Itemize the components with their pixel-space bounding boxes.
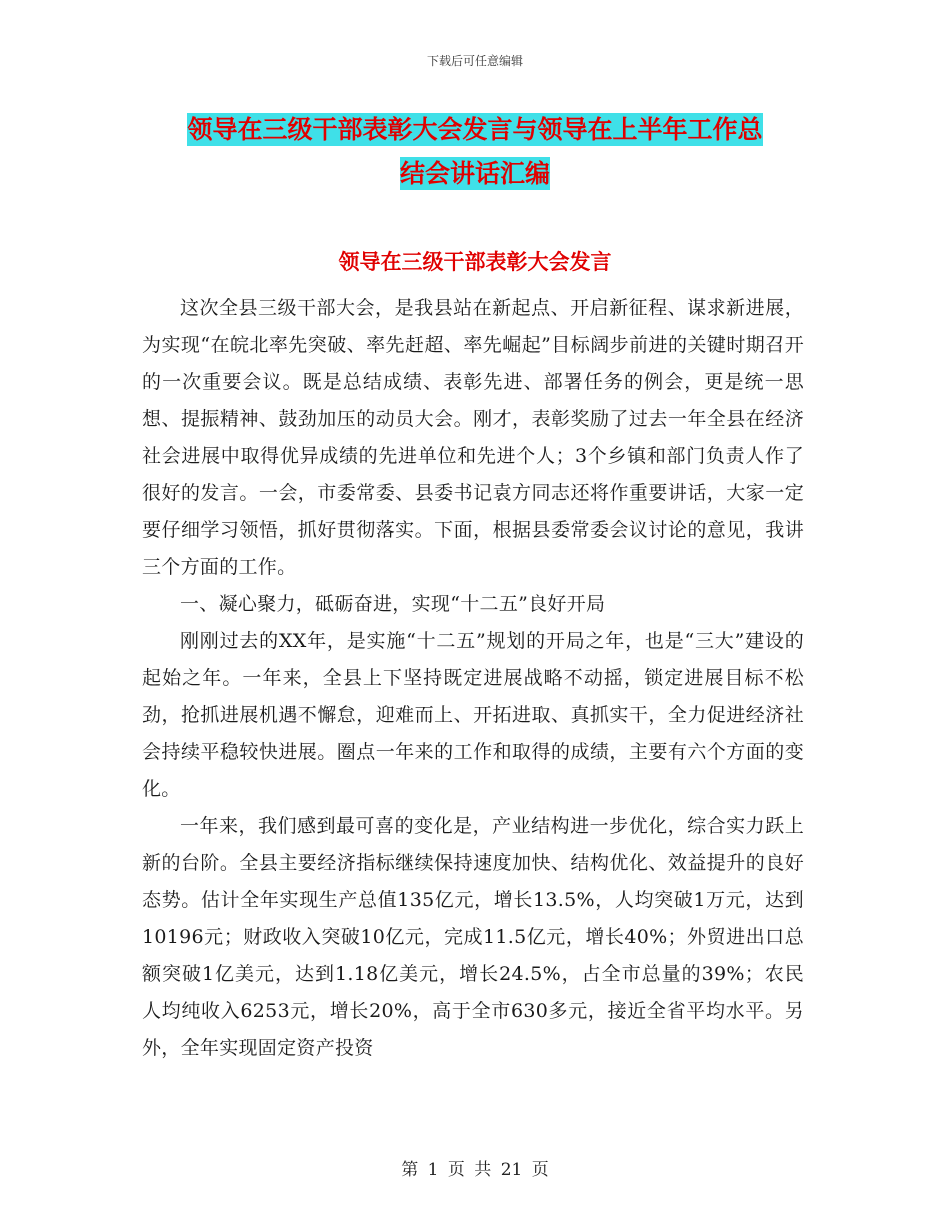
paragraph-review: 刚刚过去的XX年，是实施“十二五”规划的开局之年，也是“三大”建设的起始之年。一年来，全县上下坚持既定进展战略不动摇，锁定进展目标不松劲，抢抓进展机遇不懈怠，迎难而上、开拓进取、真抓实干，全力促进经济社会持续平稳较快进展。圈点一年来的工作和取得的成绩，主要有六个方面的变化。 bbox=[142, 630, 804, 800]
page-header-note: 下载后可任意编辑 bbox=[426, 54, 523, 68]
document-title-line-1: 领导在三级干部表彰大会发言与领导在上半年工作总 bbox=[187, 115, 763, 144]
page-number: 第 1 页 共 21 页 bbox=[401, 1160, 549, 1180]
paragraph-intro: 这次全县三级干部大会，是我县站在新起点、开启新征程、谋求新进展，为实现“在皖北率先突破、率先赶超、率先崛起”目标阔步前进的关键时期召开的一次重要会议。既是总结成绩、表彰先进、部署任务的例会，更是统一思想、提振精神、鼓劲加压的动员大会。刚才，表彰奖励了过去一年全县在经济社会进展中取得优异成绩的先进单位和先进个人；3个乡镇和部门负责人作了很好的发言。一会，市委常委、县委书记袁方同志还将作重要讲话，大家一定要仔细学习领悟，抓好贯彻落实。下面，根据县委常委会议讨论的意见，我讲三个方面的工作。 bbox=[142, 297, 804, 578]
document-title bbox=[140, 108, 810, 196]
document-body bbox=[142, 290, 804, 1067]
document-title-line-2: 结会讲话汇编 bbox=[399, 159, 550, 188]
section-title: 领导在三级干部表彰大会发言 bbox=[338, 250, 612, 274]
paragraph-heading-1: 一、凝心聚力，砥砺奋进，实现“十二五”良好开局 bbox=[180, 593, 606, 615]
paragraph-changes: 一年来，我们感到最可喜的变化是，产业结构进一步优化，综合实力跃上新的台阶。全县主要经济指标继续保持速度加快、结构优化、效益提升的良好态势。估计全年实现生产总值135亿元，增长13.5%，人均突破1万元，达到10196元；财政收入突破10亿元，完成11.5亿元，增长40%；外贸进出口总额突破1亿美元，达到1.18亿美元，增长24.5%，占全市总量的39%；农民人均纯收入6253元，增长20%，高于全市630多元，接近全省平均水平。另外，全年实现固定资产投资 bbox=[142, 815, 804, 1059]
